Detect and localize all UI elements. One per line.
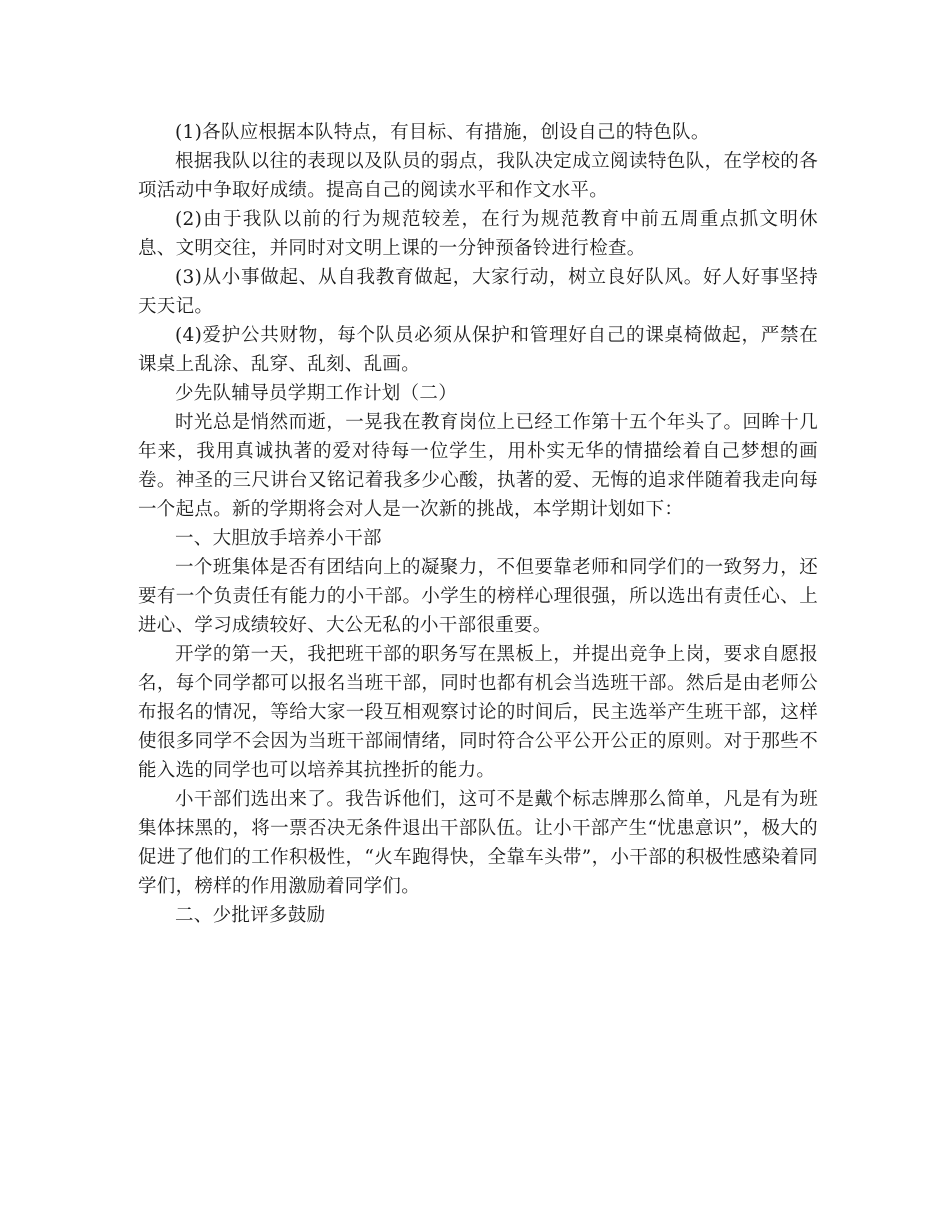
paragraph-item-1: (1)各队应根据本队特点，有目标、有措施，创设自己的特色队。 <box>175 122 710 143</box>
paragraph-item-4: (4)爱护公共财物，每个队员必须从保护和管理好自己的课桌椅做起，严禁在课桌上乱涂、乱穿、乱刻、乱画。 <box>138 325 818 375</box>
paragraph-cadre-selected: 小干部们选出来了。我告诉他们，这可不是戴个标志牌那么简单，凡是有为班集体抹黑的，将一票否决无条件退出干部队伍。让小干部产生“忧患意识”，极大的促进了他们的工作积极性，“火车跑得快，全靠车头带”，小干部的积极性感染着同学们，榜样的作用激励着同学们。 <box>138 789 818 897</box>
paragraph-first-day: 开学的第一天，我把班干部的职务写在黑板上，并提出竞争上岗，要求自愿报名，每个同学都可以报名当班干部，同时也都有机会当选班干部。然后是由老师公布报名的情况，等给大家一段互相观察讨论的时间后，民主选举产生班干部，这样使很多同学不会因为当班干部闹情绪，同时符合公平公开公正的原则。对于那些不能入选的同学也可以培养其抗挫折的能力。 <box>138 644 818 781</box>
document-page <box>138 118 818 930</box>
paragraph-item-3: (3)从小事做起、从自我教育做起，大家行动，树立良好队风。好人好事坚持天天记。 <box>138 267 818 317</box>
section-title: 少先队辅导员学期工作计划（二） <box>175 383 458 404</box>
paragraph-item-2: (2)由于我队以前的行为规范较差，在行为规范教育中前五周重点抓文明休息、文明交往，并同时对文明上课的一分钟预备铃进行检查。 <box>138 209 818 259</box>
heading-section-2: 二、少批评多鼓励 <box>175 905 326 926</box>
paragraph-intro: 时光总是悄然而逝，一晃我在教育岗位上已经工作第十五个年头了。回眸十几年来，我用真诚执著的爱对待每一位学生，用朴实无华的情描绘着自己梦想的画卷。神圣的三尺讲台又铭记着我多少心酸，执著的爱、无悔的追求伴随着我走向每一个起点。新的学期将会对人是一次新的挑战，本学期计划如下： <box>138 412 818 520</box>
paragraph-reading-team: 根据我队以往的表现以及队员的弱点，我队决定成立阅读特色队，在学校的各项活动中争取好成绩。提高自己的阅读水平和作文水平。 <box>138 151 818 201</box>
heading-section-1: 一、大胆放手培养小干部 <box>175 528 382 549</box>
paragraph-class-cadre: 一个班集体是否有团结向上的凝聚力，不但要靠老师和同学们的一致努力，还要有一个负责任有能力的小干部。小学生的榜样心理很强，所以选出有责任心、上进心、学习成绩较好、大公无私的小干部很重要。 <box>138 557 818 636</box>
